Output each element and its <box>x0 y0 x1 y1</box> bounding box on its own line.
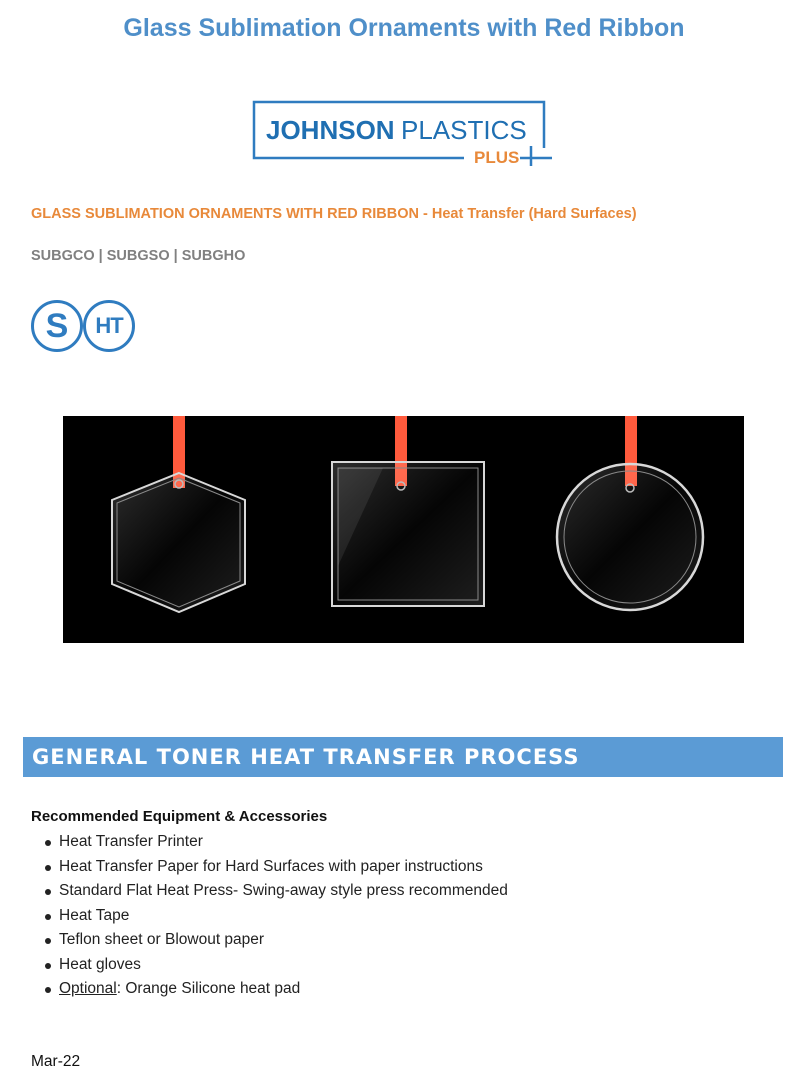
logo-plus-text: PLUS <box>474 148 520 166</box>
johnson-plastics-logo <box>252 100 552 166</box>
list-item: Heat Transfer Printer <box>59 830 508 855</box>
footer-date: Mar-22 <box>31 1053 81 1070</box>
list-item: Heat Transfer Paper for Hard Surfaces with paper instructions <box>59 855 508 880</box>
equipment-heading: Recommended Equipment & Accessories <box>31 808 328 825</box>
equipment-list <box>59 830 508 1002</box>
list-item-optional <box>59 977 508 1002</box>
logo-brand-bold: JOHNSON <box>266 115 395 145</box>
optional-label: Optional <box>59 980 117 997</box>
product-line: GLASS SUBLIMATION ORNAMENTS WITH RED RIBBON - Heat Transfer (Hard Surfaces) <box>31 206 637 222</box>
section-header: GENERAL TONER HEAT TRANSFER PROCESS <box>23 737 783 777</box>
logo-brand-light: PLASTICS <box>401 115 527 145</box>
hexagon-ornament <box>112 473 245 612</box>
sublimation-badge-icon: S <box>31 300 83 352</box>
sku-list: SUBGCO | SUBGSO | SUBGHO <box>31 248 246 264</box>
list-item: Heat Tape <box>59 904 508 929</box>
list-item: Teflon sheet or Blowout paper <box>59 928 508 953</box>
heat-transfer-badge-icon: HT <box>83 300 135 352</box>
list-item: Heat gloves <box>59 953 508 978</box>
page-title: Glass Sublimation Ornaments with Red Ribbon <box>123 14 685 42</box>
optional-text: : Orange Silicone heat pad <box>116 980 301 997</box>
circle-ornament <box>557 464 703 610</box>
product-photo <box>63 416 744 643</box>
list-item: Standard Flat Heat Press- Swing-away style press recommended <box>59 879 508 904</box>
